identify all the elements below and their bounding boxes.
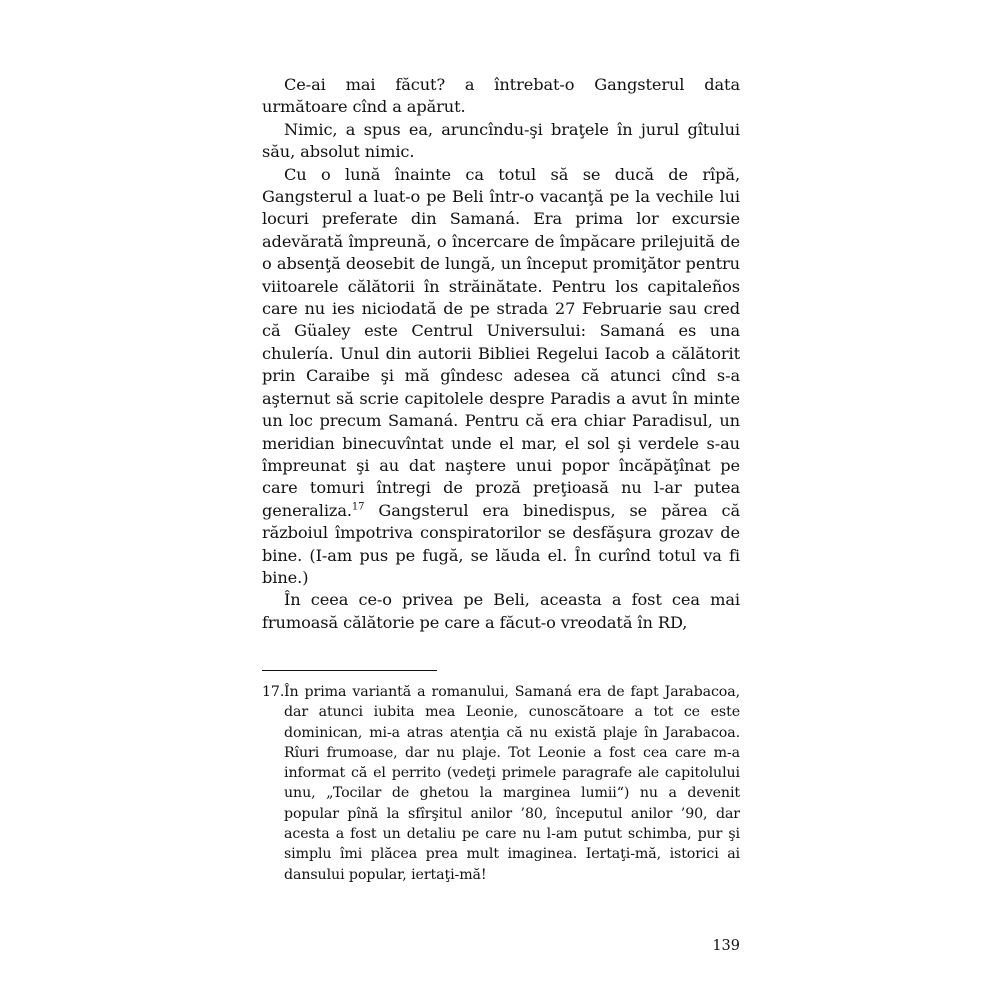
main-text bbox=[262, 74, 740, 634]
paragraph-3-text: Cu o lună înainte ca totul să se ducă de rîpă, Gangsterul a luat-o pe Beli într-o vacanţă pe la vechile lui locuri preferate din Samaná. Era prima lor excursie adevărată împreună, o încercare de împăcare prilejuită de o absenţă deosebit de lungă, un început promiţător pentru viitoarele călătorii în străinătate. Pentru los capitaleños care nu ies niciodată de pe strada 27 Februarie sau cred că Güaley este Centrul Universului: Samaná es una chulería. Unul din autorii Bibliei Regelui Iacob a călătorit prin Caraibe şi mă gîndesc adesea că atunci cînd s-a aşternut să scrie capitolele despre Paradis a avut în minte un loc precum Samaná. Pentru că era chiar Paradisul, un meridian binecuvîntat unde el mar, el sol şi verdele s-au împreunat şi au dat naştere unui popor încăpăţînat pe care tomuri întregi de proză preţioasă nu l-ar putea generaliza. bbox=[262, 164, 740, 520]
paragraph-1: Ce-ai mai făcut? a întrebat-o Gangsterul data următoare cînd a apărut. bbox=[262, 75, 740, 117]
footnote-text: În prima variantă a romanului, Samaná era de fapt Jarabacoa, dar atunci iubita mea Leonie, cunoscătoare a tot ce este dominican, mi-a atras atenţia că nu există plaje în Jarabacoa. Rîuri frumoase, dar nu plaje. Tot Leonie a fost cea care m-a informat că el perrito (vedeţi primele paragrafe ale capitolului unu, „Tocilar de ghetou la marginea lumii“) nu a devenit popular pînă la sfîrşitul anilor ’80, începutul anilor ’90, dar acesta a fost un detaliu pe care nu l-am putut schimba, pur şi simplu îmi plăcea prea mult imaginea. Iertaţi-mă, istorici ai dansului popular, iertaţi-mă! bbox=[284, 684, 740, 883]
page-body bbox=[262, 74, 740, 634]
paragraph-4: În ceea ce-o privea pe Beli, aceasta a fost cea mai frumoasă călătorie pe care a făcut-o vreodată în RD, bbox=[262, 590, 740, 632]
footnote-divider bbox=[262, 670, 437, 671]
page-number: 139 bbox=[712, 938, 740, 954]
paragraph-3 bbox=[262, 164, 740, 590]
footnote-number: 17. bbox=[262, 684, 285, 700]
footnote-reference[interactable]: 17 bbox=[351, 501, 365, 513]
paragraph-3-continuation: Gangsterul era binedispus, se părea că războiul împotriva conspiratorilor se desfăşura grozav de bine. (I-am pus pe fugă, se lăuda el. În curînd totul va fi bine.) bbox=[262, 500, 740, 587]
footnote bbox=[262, 682, 740, 885]
paragraph-2: Nimic, a spus ea, aruncîndu-şi braţele în jurul gîtului său, absolut nimic. bbox=[262, 119, 740, 162]
